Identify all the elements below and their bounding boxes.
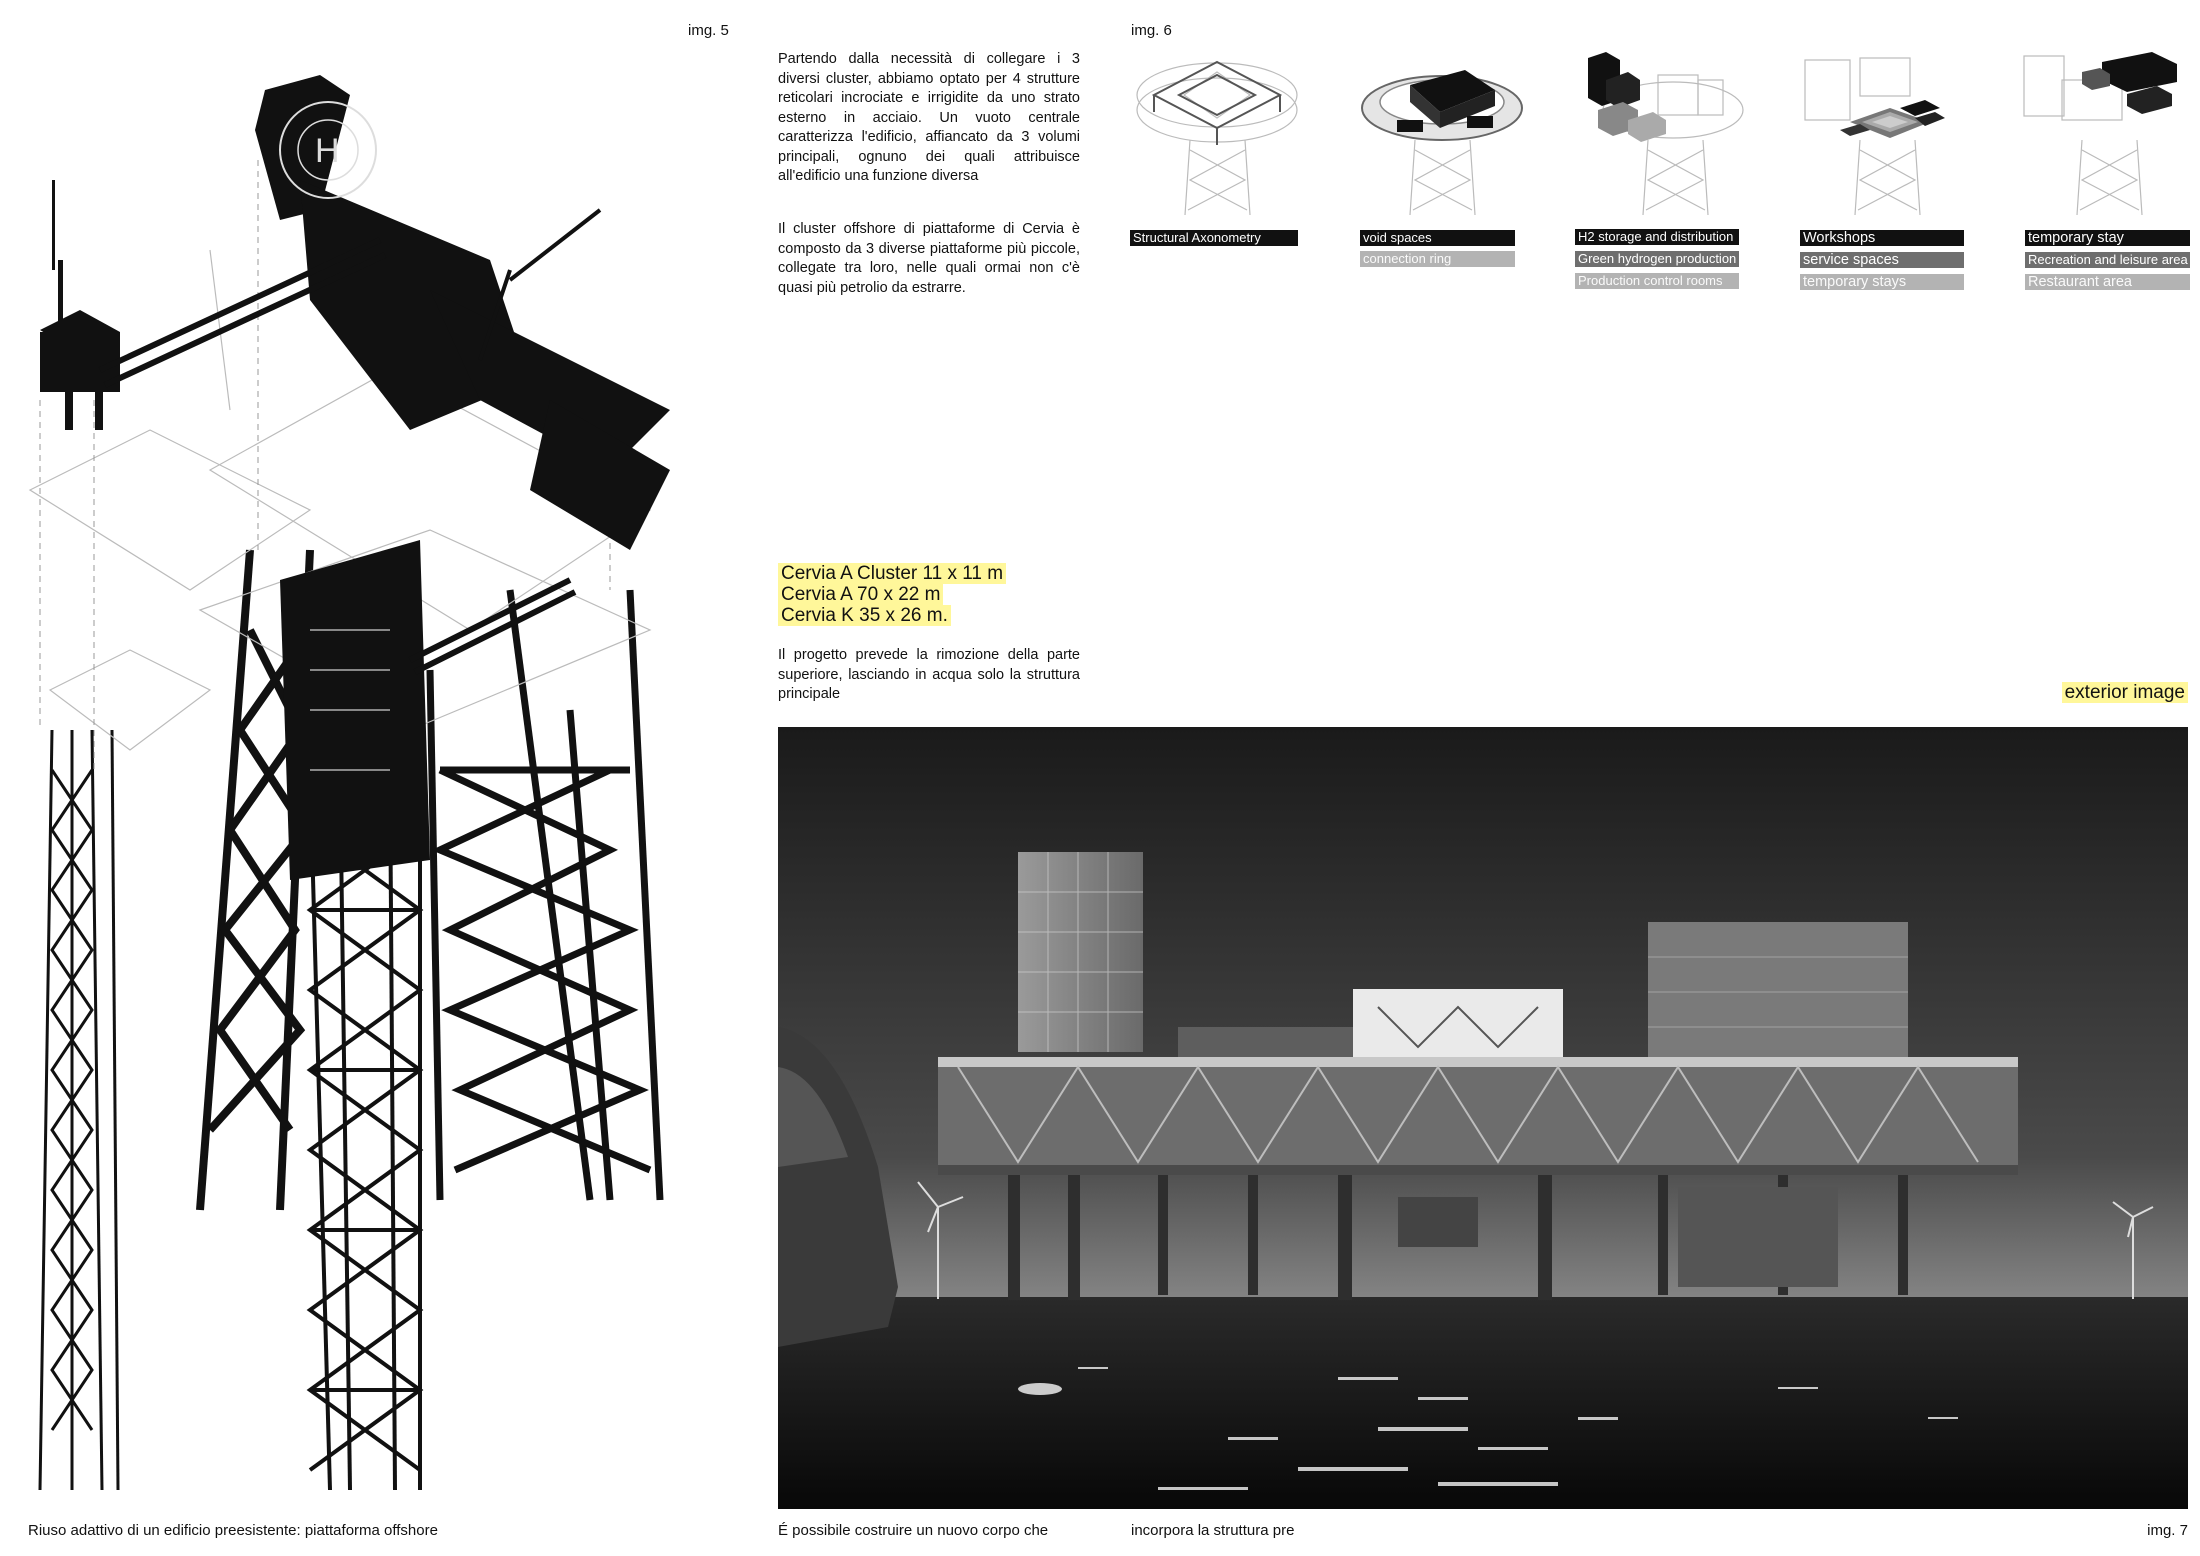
helipad-h: H (315, 132, 340, 170)
tag-h2-storage: H2 storage and distribution (1575, 229, 1739, 245)
tag-production-control: Production control rooms (1575, 273, 1739, 289)
tag-workshops: Workshops (1800, 230, 1964, 246)
diagram-temporary-stay (2022, 50, 2197, 220)
cluster-dimensions (778, 563, 1006, 626)
tag-restaurant-area: Restaurant area (2025, 274, 2190, 290)
diagram-void-spaces (1355, 50, 1530, 220)
paragraph-cluster: Il cluster offshore di piattaforme di Cervia è composto da 3 diverse piattaforme più piccole, collegate tra loro, nelle quali ormai non c'è quasi più petrolio da estrarre. (778, 221, 1080, 296)
tag-recreation-leisure: Recreation and leisure area (2025, 252, 2190, 268)
caption-middle-1: É possibile costruire un nuovo corpo che (778, 1522, 1049, 1539)
cluster-dim-2: Cervia A 70 x 22 m (778, 584, 943, 605)
left-caption: Riuso adattivo di un edificio preesistente: piattaforma offshore (28, 1522, 438, 1539)
cluster-dim-1: Cervia A Cluster 11 x 11 m (778, 563, 1006, 584)
img6-label: img. 6 (1131, 22, 1172, 39)
exterior-render (778, 727, 2188, 1509)
diagram-workshops (1800, 50, 1975, 220)
tag-structural-axonometry: Structural Axonometry (1130, 230, 1298, 246)
tag-green-hydrogen: Green hydrogen production (1575, 251, 1739, 267)
cluster-dim-3: Cervia K 35 x 26 m. (778, 605, 951, 626)
diagram-structural-axonometry (1130, 50, 1305, 220)
caption-middle-2: incorpora la struttura pre (1131, 1522, 1295, 1539)
paragraph-structure: Partendo dalla necessità di collegare i 3 diversi cluster, abbiamo optato per 4 strutture reticolari incrociate e irrigidite da uno strato esterno in acciaio. Un vuoto centrale caratterizza l'edificio, affiancato da 3 volumi principali, ognuno dei quali attribuisce all'edificio una funzione diversa (778, 51, 1080, 184)
tag-temporary-stays: temporary stays (1800, 274, 1964, 290)
tag-service-spaces: service spaces (1800, 252, 1964, 268)
paragraph-project: Il progetto prevede la rimozione della parte superiore, lasciando in acqua solo la struttura principale (778, 647, 1080, 702)
offshore-platform-axonometry (10, 70, 710, 1500)
diagram-h2-storage (1578, 50, 1753, 220)
img5-label: img. 5 (688, 22, 729, 39)
exterior-image-title (2062, 682, 2188, 703)
img7-label: img. 7 (2147, 1522, 2188, 1539)
tag-void-spaces: void spaces (1360, 230, 1515, 246)
tag-temporary-stay: temporary stay (2025, 230, 2190, 246)
tag-connection-ring: connection ring (1360, 251, 1515, 267)
exterior-image-label: exterior image (2062, 682, 2188, 703)
